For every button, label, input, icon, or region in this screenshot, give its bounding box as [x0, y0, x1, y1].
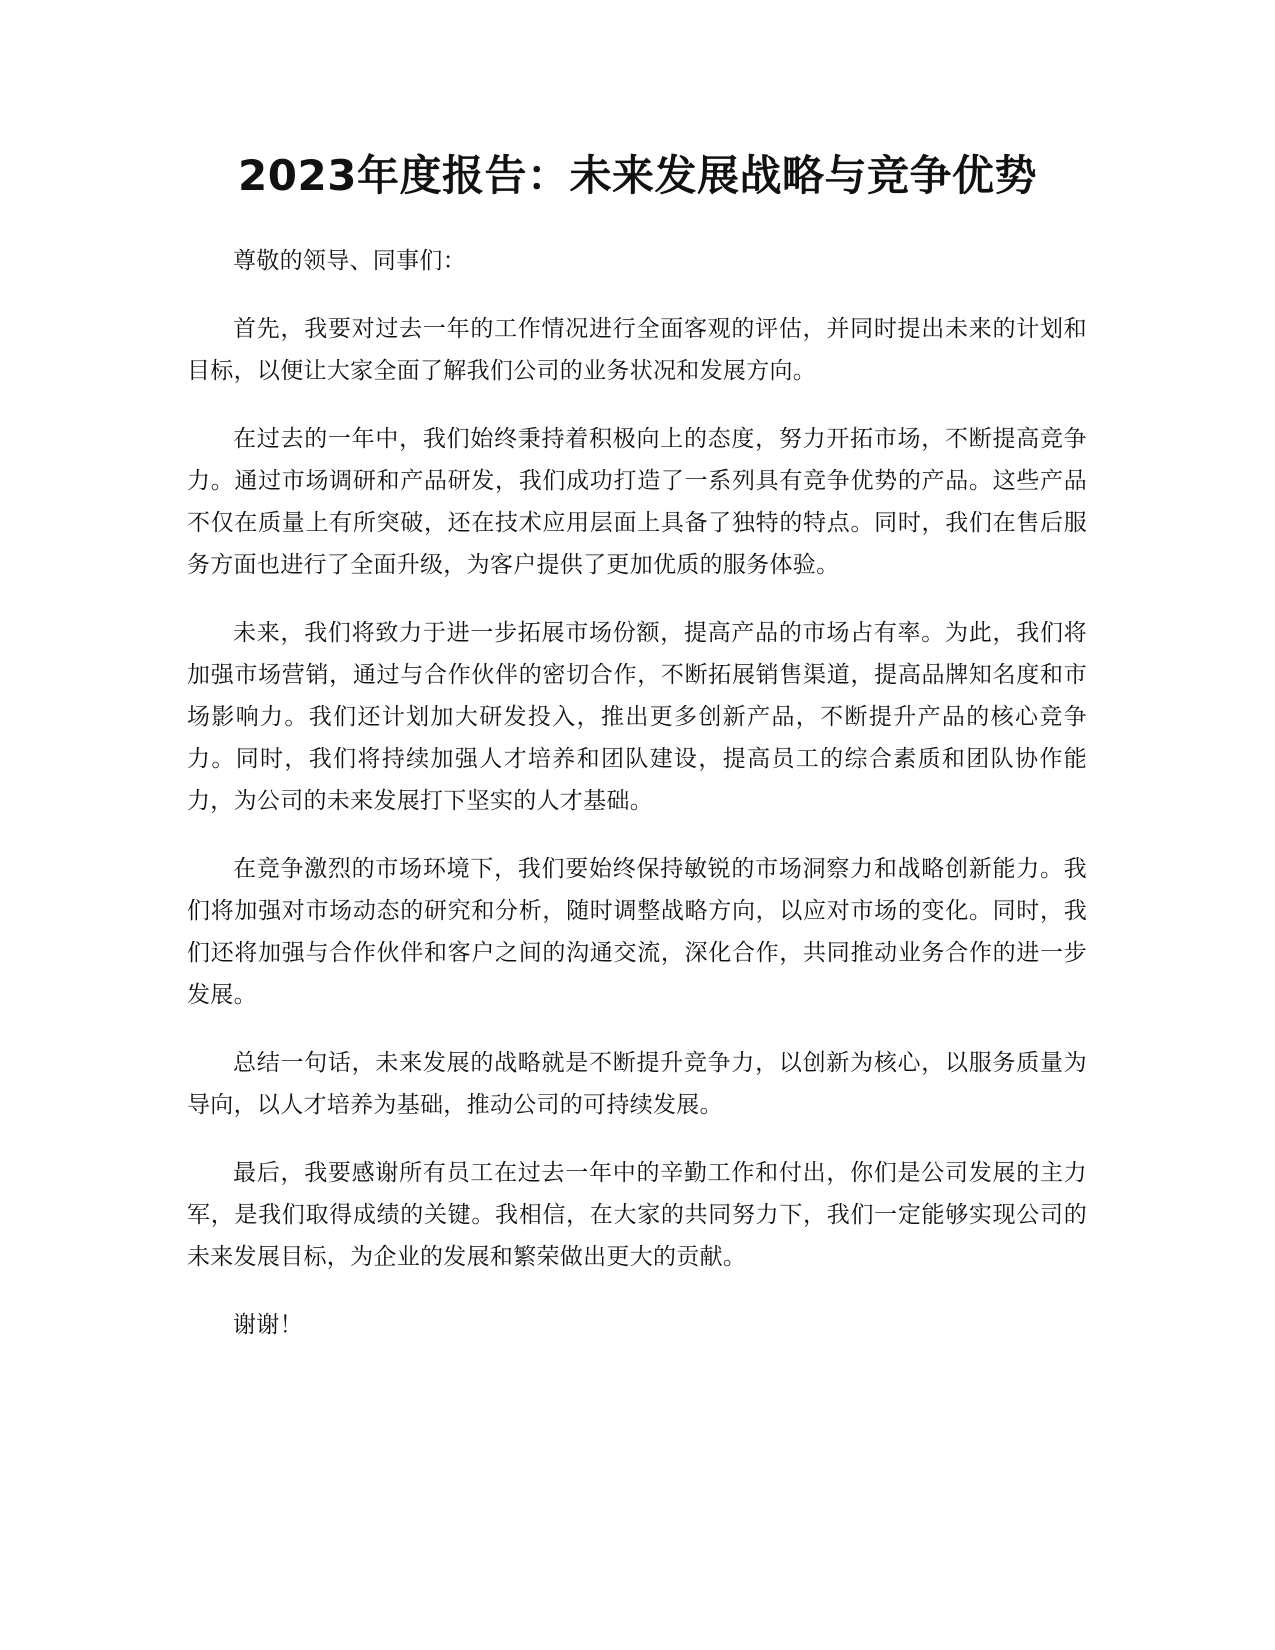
closing: 谢谢！ — [233, 1312, 303, 1338]
paragraph: 首先，我要对过去一年的工作情况进行全面客观的评估，并同时提出未来的计划和目标，以便让大家全面了解我们公司的业务状况和发展方向。 — [187, 316, 1087, 384]
document-body — [187, 240, 1087, 1372]
paragraph: 未来，我们将致力于进一步拓展市场份额，提高产品的市场占有率。为此，我们将加强市场营销，通过与合作伙伴的密切合作，不断拓展销售渠道，提高品牌知名度和市场影响力。我们还计划加大研发投入，推出更多创新产品，不断提升产品的核心竞争力。同时，我们将持续加强人才培养和团队建设，提高员工的综合素质和团队协作能力，为公司的未来发展打下坚实的人才基础。 — [187, 620, 1087, 814]
paragraph: 最后，我要感谢所有员工在过去一年中的辛勤工作和付出，你们是公司发展的主力军，是我们取得成绩的关键。我相信，在大家的共同努力下，我们一定能够实现公司的未来发展目标，为企业的发展和繁荣做出更大的贡献。 — [187, 1160, 1087, 1270]
document-title: 2023年度报告：未来发展战略与竞争优势 — [238, 151, 1037, 200]
paragraph: 在过去的一年中，我们始终秉持着积极向上的态度，努力开拓市场，不断提高竞争力。通过市场调研和产品研发，我们成功打造了一系列具有竞争优势的产品。这些产品不仅在质量上有所突破，还在技术应用层面上具备了独特的特点。同时，我们在售后服务方面也进行了全面升级，为客户提供了更加优质的服务体验。 — [187, 426, 1087, 578]
paragraph: 总结一句话，未来发展的战略就是不断提升竞争力，以创新为核心，以服务质量为导向，以人才培养为基础，推动公司的可持续发展。 — [187, 1050, 1087, 1118]
paragraph: 在竞争激烈的市场环境下，我们要始终保持敏锐的市场洞察力和战略创新能力。我们将加强对市场动态的研究和分析，随时调整战略方向，以应对市场的变化。同时，我们还将加强与合作伙伴和客户之间的沟通交流，深化合作，共同推动业务合作的进一步发展。 — [187, 856, 1087, 1008]
greeting: 尊敬的领导、同事们： — [233, 248, 466, 274]
